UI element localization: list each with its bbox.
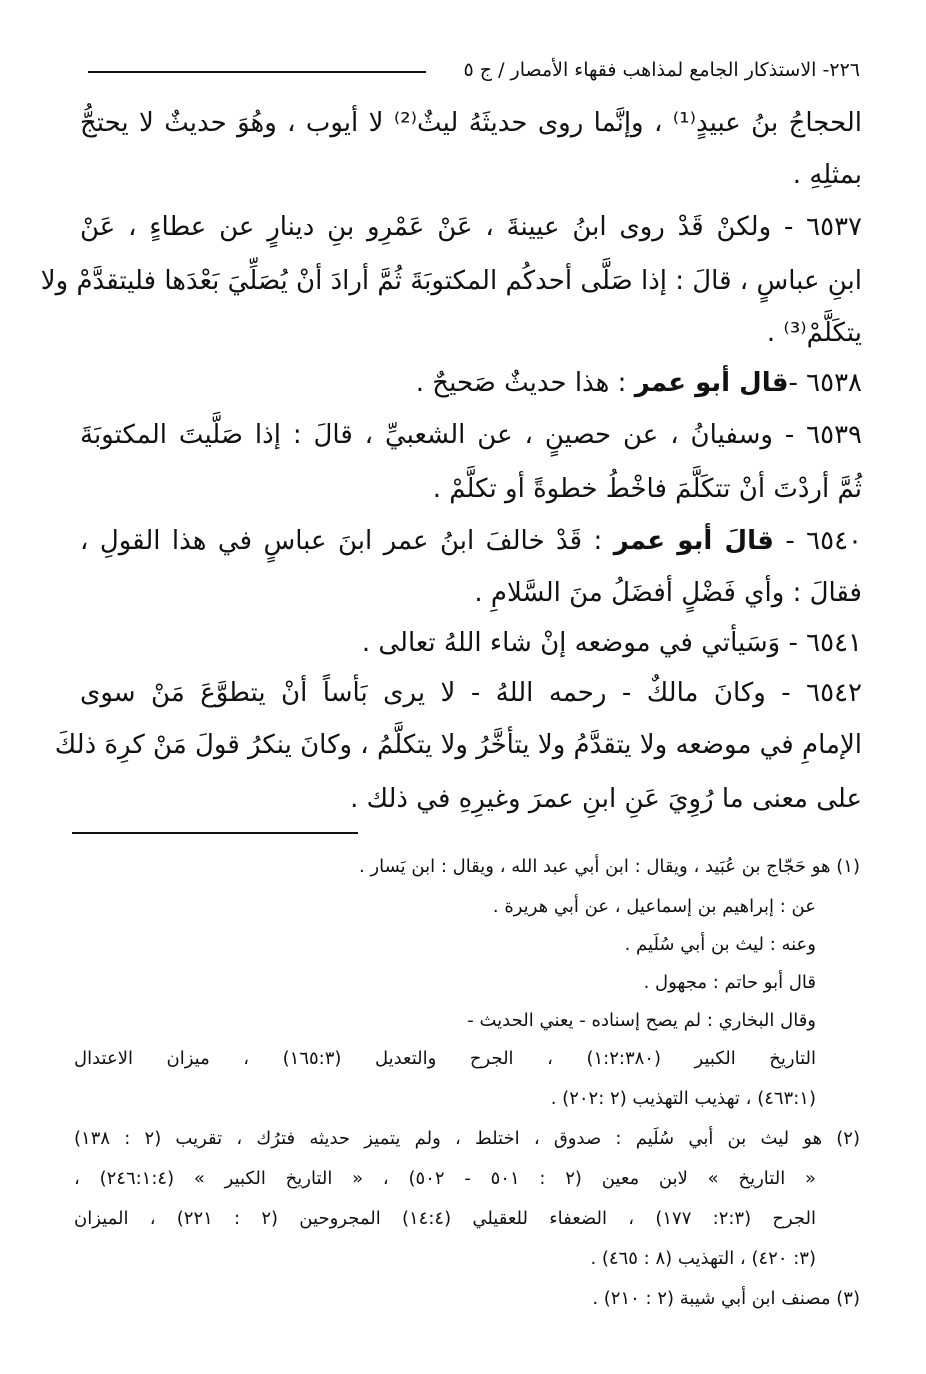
footnote-2-line-3: الجرح (٢:٣: ١٧٧) ، الضعفاء للعقيلي (١٤:٤) المجروحين (٢ : ٢٢١) ، الميزان [74, 1208, 817, 1229]
footnote-3-line-1: (٣) مصنف ابن أبي شيبة (٢ : ٢١٠) . [592, 1288, 860, 1309]
paragraph-6539-line-1: ٦٥٣٩ - وسفيانُ ، عن حصينٍ ، عن الشعبيِّ ، قالَ : إذا صَلَّيتَ المكتوبَةَ [80, 420, 862, 450]
speaker-label: قالَ أبو عمر [613, 526, 774, 556]
paragraph-text: : هذا حديثٌ صَحيحٌ . [415, 368, 627, 398]
paragraph-text: : قَدْ خالفَ ابنُ عمر ابنَ عباسٍ في هذا القولِ ، [80, 526, 603, 556]
running-head: ٢٢٦- الاستذكار الجامع لمذاهب فقهاء الأمصار / ج ٥ [463, 59, 860, 81]
paragraph-6540-line-2: فقالَ : وأي فَضْلٍ أفضَلُ منَ السَّلامِ . [474, 578, 862, 608]
paragraph-number: ٦٥٤٠ - [785, 526, 863, 556]
paragraph-6538 [80, 368, 862, 398]
header-rule [88, 71, 426, 73]
paragraph-6542-line-2: الإمامِ في موضعه ولا يتقدَّمُ ولا يتأخَّرُ ولا يتكلَّمُ ، وكانَ ينكرُ قولَ مَنْ كرِهَ ذلكَ [54, 730, 862, 760]
footnote-2-line-4: (٣: ٤٢٠) ، التهذيب (٨ : ٤٦٥) . [590, 1248, 816, 1269]
footnote-1-line-2: عن : إبراهيم بن إسماعيل ، عن أبي هريرة . [492, 896, 816, 917]
footnote-1-line-3: وعنه : ليث بن أبي سُلَيم . [624, 934, 816, 955]
footnote-2-line-2: « التاريخ » لابن معين (٢ : ٥٠١ - ٥٠٢) ، « التاريخ الكبير » (٢٤٦:١:٤) ، [74, 1168, 816, 1189]
speaker-label: قال أبو عمر [634, 368, 789, 398]
paragraph-6540-line-1 [80, 526, 862, 556]
footnote-2-line-1: (٢) هو ليث بن أبي سُلَيم : صدوق ، اختلط ، ولم يتميز حديثه فترُك ، تقريب (٢ : ١٣٨) [74, 1128, 860, 1149]
footnote-1-line-1: (١) هو حَجّاج بن عُبَيد ، ويقال : ابن أبي عبد الله ، ويقال : ابن يَسار . [358, 856, 860, 877]
paragraph-number: ٦٥٣٨ - [788, 368, 862, 398]
body-line-1: الحجاجُ بنُ عبيدٍ⁽¹⁾ ، وإنَّما روى حديثَهُ ليثٌ⁽²⁾ لا أيوب ، وهُوَ حديثٌ لا يحتجُّ [80, 108, 862, 138]
paragraph-6539-line-2: ثُمَّ أردْتَ أنْ تتكَلَّمَ فاخْطُ خطوةً أو تكلَّمْ . [432, 474, 862, 504]
body-line-2: بمثلِهِ . [792, 160, 862, 190]
paragraph-6542-line-1: ٦٥٤٢ - وكانَ مالكٌ - رحمه اللهُ - لا يرى بَأساً أنْ يتطوَّعَ مَنْ سوى [80, 678, 862, 708]
paragraph-6537-line-2: ابنِ عباسٍ ، قالَ : إذا صَلَّى أحدكُم المكتوبَةَ ثُمَّ أرادَ أنْ يُصَلِّيَ بَعْدَها فليتقدَّمْ ولا [40, 266, 862, 296]
paragraph-6542-line-3: على معنى ما رُوِيَ عَنِ ابنِ عمرَ وغيرِهِ في ذلك . [350, 784, 862, 814]
footnote-1-line-7: (٤٦٣:١) ، تهذيب التهذيب (٢ :٢٠٢) . [550, 1088, 816, 1109]
paragraph-6537-line-1: ٦٥٣٧ - ولكنْ قَدْ روى ابنُ عيينةَ ، عَنْ عَمْرِو بنِ دينارٍ عن عطاءٍ ، عَنْ [80, 212, 862, 242]
footnote-rule [72, 832, 358, 834]
footnote-1-line-4: قال أبو حاتم : مجهول . [643, 972, 816, 993]
paragraph-6537-line-3: يتكَلَّمْ⁽³⁾ . [766, 318, 862, 348]
footnote-1-line-6: التاريخ الكبير (١:٢:٣٨٠) ، الجرح والتعديل (١٦٥:٣) ، ميزان الاعتدال [74, 1048, 817, 1069]
paragraph-6541: ٦٥٤١ - وَسَيأتي في موضعه إنْ شاء اللهُ تعالى . [361, 628, 862, 658]
footnote-1-line-5: وقال البخاري : لم يصح إسناده - يعني الحديث - [467, 1010, 816, 1031]
